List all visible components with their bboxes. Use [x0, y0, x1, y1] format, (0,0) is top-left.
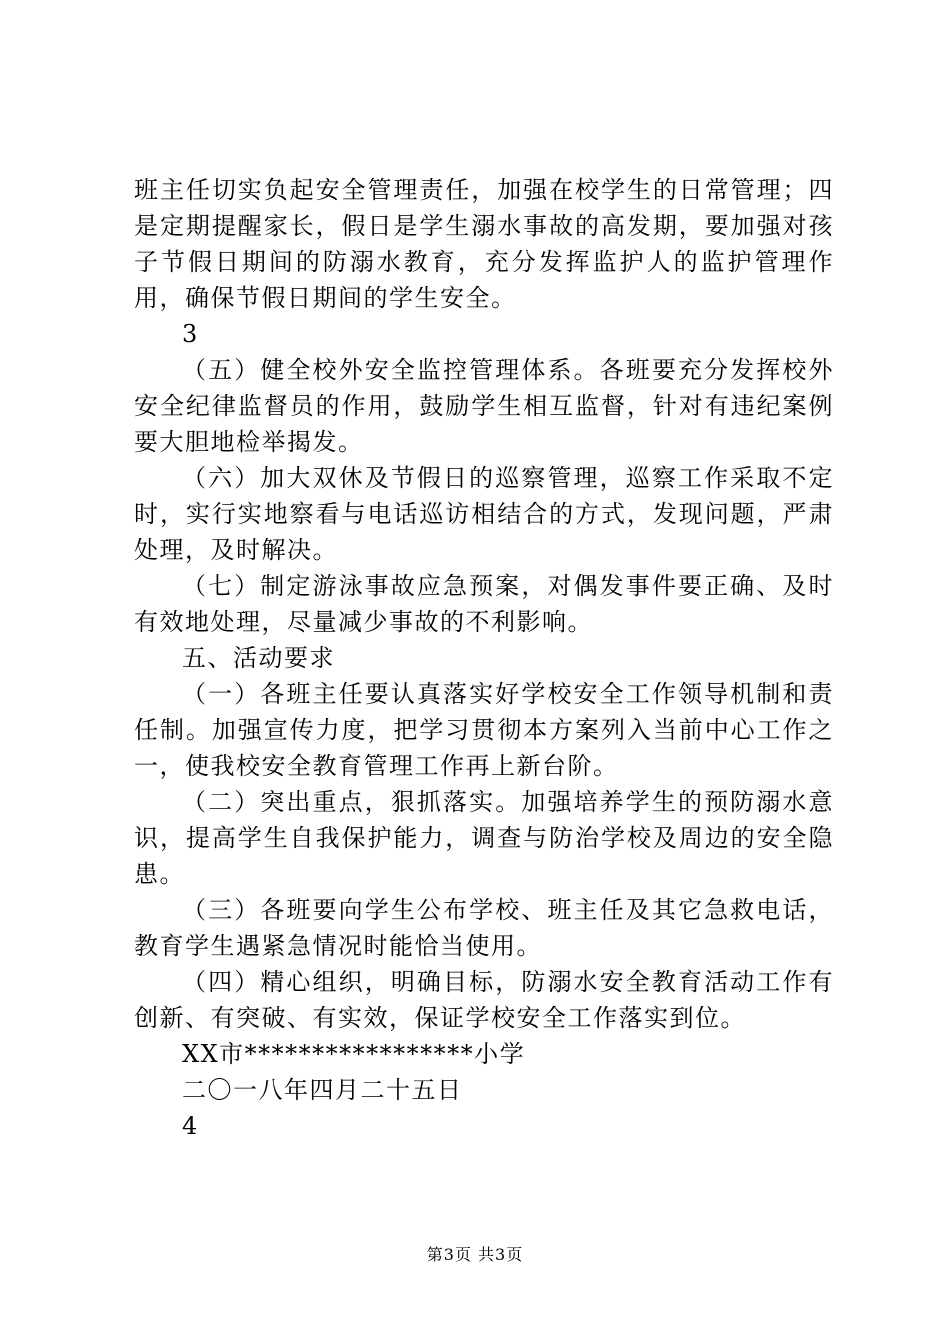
paragraph-requirement-1: （一）各班主任要认真落实好学校安全工作领导机制和责任制。加强宣传力度，把学习贯彻本方案列入当前中心工作之一，使我校安全教育管理工作再上新台阶。: [134, 680, 834, 780]
paragraph-requirement-2: （二）突出重点，狠抓落实。加强培养学生的预防溺水意识，提高学生自我保护能力，调查与防治学校及周边的安全隐患。: [134, 788, 834, 888]
paragraph-requirement-4: （四）精心组织，明确目标，防溺水安全教育活动工作有创新、有突破、有实效，保证学校安全工作落实到位。: [134, 968, 834, 1032]
paragraph-item-5: （五）健全校外安全监控管理体系。各班要充分发挥校外安全纪律监督员的作用，鼓励学生相互监督，针对有违纪案例要大胆地检举揭发。: [134, 356, 834, 456]
signature-date: 二〇一八年四月二十五日: [182, 1076, 463, 1104]
page-number-marker: 3: [182, 320, 199, 348]
paragraph-item-6: （六）加大双休及节假日的巡察管理，巡察工作采取不定时，实行实地察看与电话巡访相结合的方式，发现问题，严肃处理，及时解决。: [134, 464, 834, 564]
paragraph-requirement-3: （三）各班要向学生公布学校、班主任及其它急救电话，教育学生遇紧急情况时能恰当使用。: [134, 896, 834, 960]
section-heading: 五、活动要求: [182, 644, 335, 672]
paragraph-item-7: （七）制定游泳事故应急预案，对偶发事件要正确、及时有效地处理，尽量减少事故的不利影响。: [134, 572, 834, 636]
signature-school: XX市*****************小学: [182, 1040, 526, 1068]
page-number-marker-end: 4: [182, 1112, 199, 1140]
page-footer: 第3页 共3页: [426, 1245, 524, 1264]
document-body: [134, 172, 834, 1144]
paragraph-continuation: 班主任切实负起安全管理责任，加强在校学生的日常管理；四是定期提醒家长，假日是学生溺水事故的高发期，要加强对孩子节假日期间的防溺水教育，充分发挥监护人的监护管理作用，确保节假日期间的学生安全。: [134, 176, 834, 312]
